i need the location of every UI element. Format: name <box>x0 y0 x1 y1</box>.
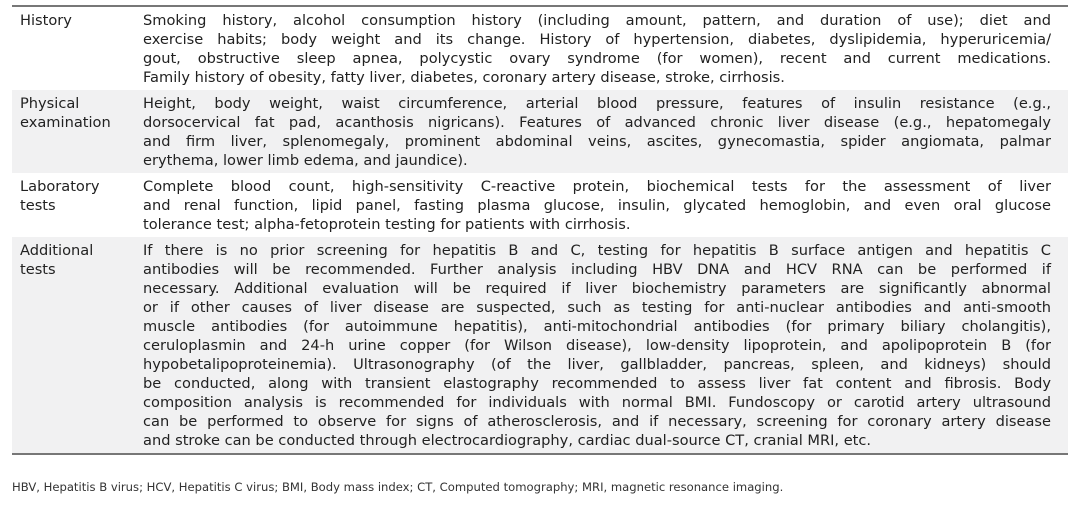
content-line: tolerance test; alpha-fetoprotein testing for patients with cirrhosis. <box>143 216 631 233</box>
table-row <box>12 7 1068 90</box>
assessment-table <box>12 5 1068 455</box>
content-line: antibodies will be recommended. Further analysis including HBV DNA and HCV RNA can be performed if <box>143 261 1051 278</box>
table-row <box>12 90 1068 173</box>
content-line: Height, body weight, waist circumference, arterial blood pressure, features of insulin resistance (e.g., <box>143 95 1051 112</box>
row-label-line: History <box>20 12 72 29</box>
content-line: erythema, lower limb edema, and jaundice). <box>143 152 468 169</box>
content-line: Complete blood count, high-sensitivity C-reactive protein, biochemical tests for the assessment of liver <box>143 178 1051 195</box>
content-line: composition analysis is recommended for individuals with normal BMI. Fundoscopy or carotid artery ultrasound <box>143 394 1051 411</box>
row-content <box>143 94 1051 170</box>
row-label-line: Additional <box>20 242 94 259</box>
content-line: If there is no prior screening for hepatitis B and C, testing for hepatitis B surface antigen and hepatitis C <box>143 242 1051 259</box>
content-line: be conducted, along with transient elastography recommended to assess liver fat content and fibrosis. Body <box>143 375 1051 392</box>
content-line: ceruloplasmin and 24-h urine copper (for Wilson disease), low-density lipoprotein, and apolipoprotein B (for <box>143 337 1051 354</box>
table-row <box>12 237 1068 453</box>
row-content <box>143 11 1051 87</box>
content-line: and firm liver, splenomegaly, prominent abdominal veins, ascites, gynecomastia, spider angiomata, palmar <box>143 133 1051 150</box>
row-content <box>143 177 1051 234</box>
content-line: and stroke can be conducted through electrocardiography, cardiac dual-source CT, cranial MRI, etc. <box>143 432 872 449</box>
content-line: gout, obstructive sleep apnea, polycystic ovary syndrome (for women), recent and current medications. <box>143 50 1051 67</box>
table-row <box>12 173 1068 237</box>
table-footnote: HBV, Hepatitis B virus; HCV, Hepatitis C virus; BMI, Body mass index; CT, Computed tomography; MRI, magnetic resonance imaging. <box>12 480 784 494</box>
row-label <box>12 177 143 234</box>
row-label <box>12 11 143 87</box>
row-label-line: tests <box>20 197 56 214</box>
content-line: dorsocervical fat pad, acanthosis nigricans). Features of advanced chronic liver disease (e.g., hepatomegaly <box>143 114 1051 131</box>
row-content <box>143 241 1051 450</box>
row-label-line: Physical <box>20 95 80 112</box>
content-line: or if other causes of liver disease are suspected, such as testing for anti-nuclear antibodies and anti-smooth <box>143 299 1051 316</box>
row-label <box>12 241 143 450</box>
content-line: Smoking history, alcohol consumption history (including amount, pattern, and duration of use); diet and <box>143 12 1051 29</box>
row-label-line: Laboratory <box>20 178 100 195</box>
content-line: Family history of obesity, fatty liver, diabetes, coronary artery disease, stroke, cirrhosis. <box>143 69 785 86</box>
row-label <box>12 94 143 170</box>
row-label-line: examination <box>20 114 111 131</box>
content-line: necessary. Additional evaluation will be required if liver biochemistry parameters are significantly abnormal <box>143 280 1051 297</box>
content-line: exercise habits; body weight and its change. History of hypertension, diabetes, dyslipidemia, hyperuricemia/ <box>143 31 1051 48</box>
content-line: hypobetalipoproteinemia). Ultrasonography (of the liver, gallbladder, pancreas, spleen, and kidneys) should <box>143 356 1051 373</box>
content-line: can be performed to observe for signs of atherosclerosis, and if necessary, screening for coronary artery disease <box>143 413 1051 430</box>
row-label-line: tests <box>20 261 56 278</box>
content-line: and renal function, lipid panel, fasting plasma glucose, insulin, glycated hemoglobin, and even oral glucose <box>143 197 1051 214</box>
content-line: muscle antibodies (for autoimmune hepatitis), anti-mitochondrial antibodies (for primary biliary cholangitis), <box>143 318 1051 335</box>
